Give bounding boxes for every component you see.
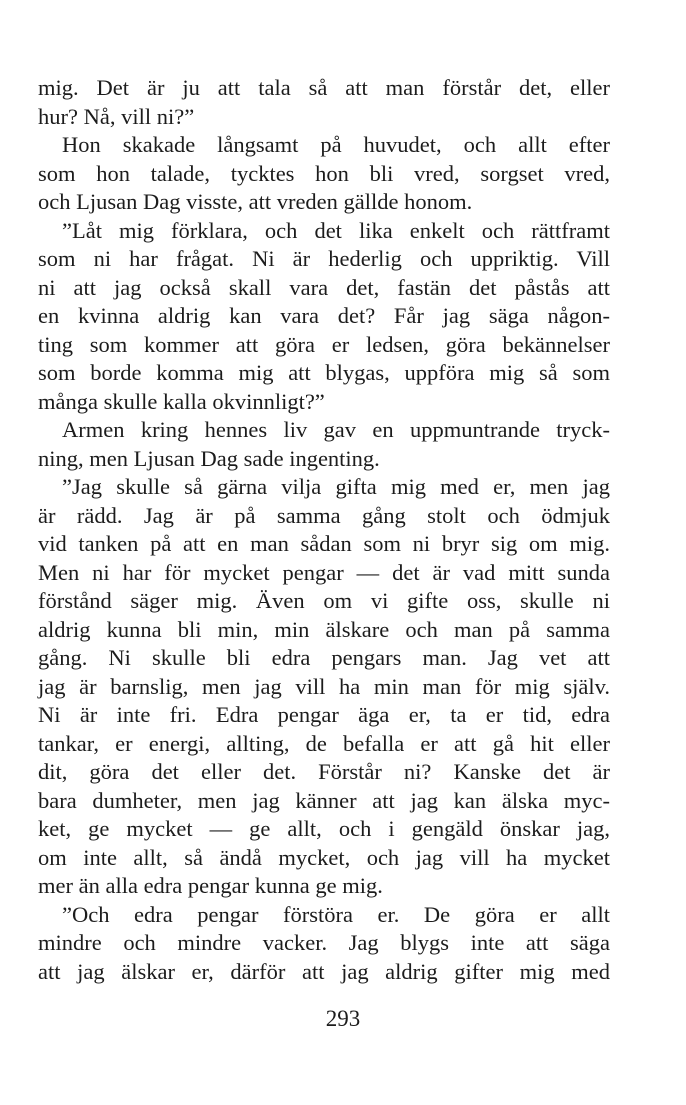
text-line: ting som kommer att göra er ledsen, göra bekännelser bbox=[38, 331, 610, 357]
text-line: hur? Nå, vill ni?” bbox=[38, 103, 195, 129]
text-line: som borde komma mig att blygas, uppföra mig så som bbox=[38, 360, 610, 385]
body-text bbox=[38, 74, 610, 986]
text-line: om inte allt, så ändå mycket, och jag vill ha mycket bbox=[38, 844, 610, 870]
text-line: dit, göra det eller det. Förstår ni? Kanske det är bbox=[38, 759, 610, 784]
text-line: en kvinna aldrig kan vara det? Får jag säga någon- bbox=[38, 303, 610, 328]
text-line: och Ljusan Dag visste, att vreden gällde honom. bbox=[38, 189, 473, 214]
text-line: ket, ge mycket — ge allt, och i gengäld önskar jag, bbox=[38, 816, 610, 841]
text-line: aldrig kunna bli min, min älskare och man på samma bbox=[38, 616, 610, 642]
text-line: förstånd säger mig. Även om vi gifte oss, skulle ni bbox=[38, 588, 610, 613]
text-line: ”Jag skulle så gärna vilja gifta mig med er, men jag bbox=[62, 474, 610, 499]
text-line: att jag älskar er, därför att jag aldrig gifter mig med bbox=[38, 958, 610, 984]
text-line: ”Låt mig förklara, och det lika enkelt och rättframt bbox=[62, 217, 610, 243]
text-line: mindre och mindre vacker. Jag blygs inte att säga bbox=[38, 930, 610, 955]
text-line: jag är barnslig, men jag vill ha min man för mig själv. bbox=[38, 673, 610, 699]
text-line: Men ni har för mycket pengar — det är vad mitt sunda bbox=[38, 559, 610, 585]
text-line: bara dumheter, men jag känner att jag kan älska myc- bbox=[38, 787, 610, 813]
text-line: mer än alla edra pengar kunna ge mig. bbox=[38, 873, 383, 898]
text-line: ning, men Ljusan Dag sade ingenting. bbox=[38, 445, 380, 471]
text-line: gång. Ni skulle bli edra pengars man. Jag vet att bbox=[38, 645, 610, 670]
text-line: är rädd. Jag är på samma gång stolt och ödmjuk bbox=[38, 502, 610, 528]
text-line: Hon skakade långsamt på huvudet, och allt efter bbox=[62, 132, 610, 157]
text-line: många skulle kalla okvinnligt?” bbox=[38, 388, 325, 414]
page-number: 293 bbox=[325, 1006, 361, 1031]
text-line: som hon talade, tycktes hon bli vred, sorgset vred, bbox=[38, 160, 610, 186]
text-line: Armen kring hennes liv gav en uppmuntrande tryck- bbox=[62, 417, 610, 442]
text-line: ”Och edra pengar förstöra er. De göra er allt bbox=[62, 901, 610, 927]
text-line: som ni har frågat. Ni är hederlig och uppriktig. Vill bbox=[38, 246, 610, 271]
text-line: mig. Det är ju att tala så att man förstår det, eller bbox=[38, 75, 610, 100]
text-line: vid tanken på att en man sådan som ni bryr sig om mig. bbox=[38, 531, 610, 556]
text-line: ni att jag också skall vara det, fastän det påstås att bbox=[38, 274, 610, 300]
text-line: Ni är inte fri. Edra pengar äga er, ta er tid, edra bbox=[38, 702, 610, 727]
text-line: tankar, er energi, allting, de befalla er att gå hit eller bbox=[38, 730, 610, 756]
